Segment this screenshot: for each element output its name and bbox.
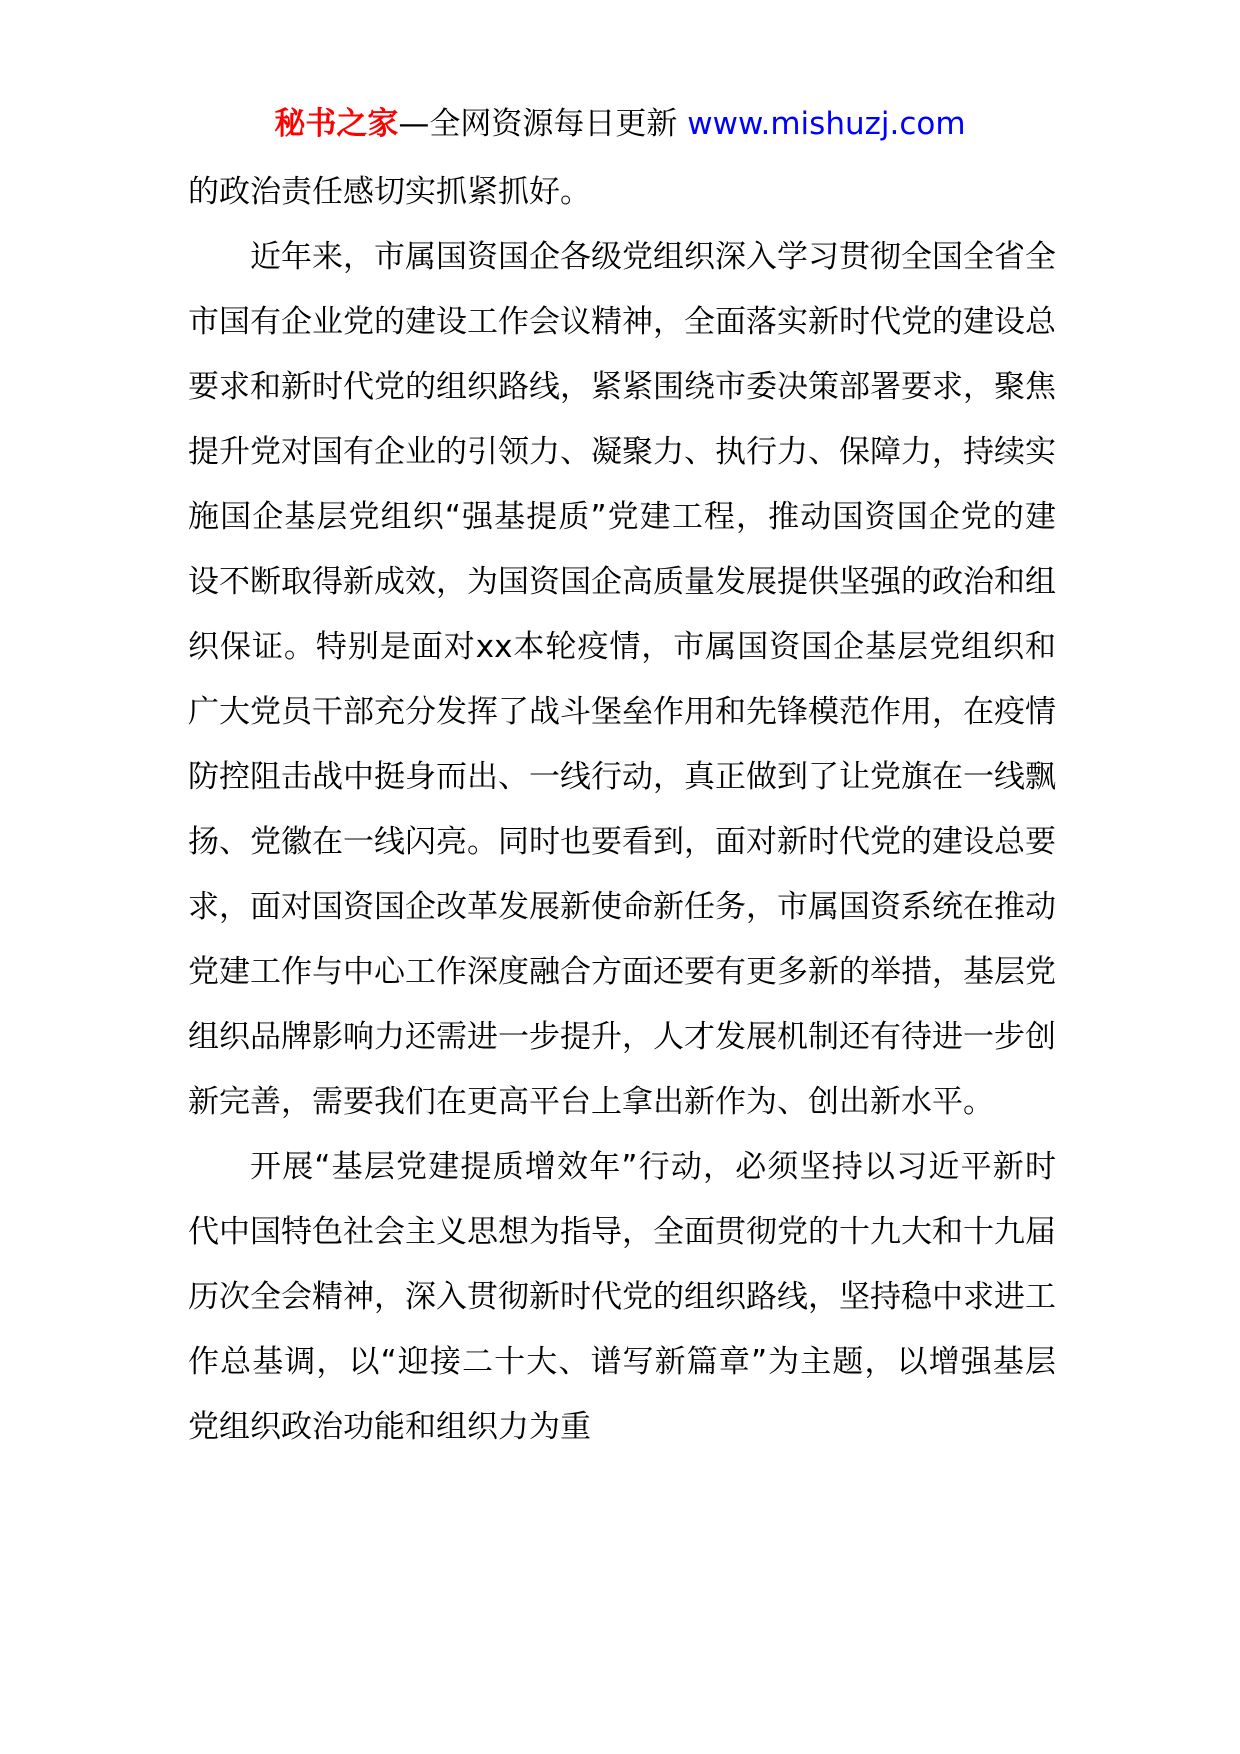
page-header [0, 100, 1240, 148]
brand-name: 秘书之家 [274, 106, 399, 142]
paragraph: 近年来，市属国资国企各级党组织深入学习贯彻全国全省全市国有企业党的建设工作会议精神，全面落实新时代党的建设总要求和新时代党的组织路线，紧紧围绕市委决策部署要求，聚焦提升党对国有企业的引领力、凝聚力、执行力、保障力，持续实施国企基层党组织“强基提质”党建工程，推动国资国企党的建设不断取得新成效，为国资国企高质量发展提供坚强的政治和组织保证。特别是面对xx本轮疫情，市属国资国企基层党组织和广大党员干部充分发挥了战斗堡垒作用和先锋模范作用，在疫情防控阻击战中挺身而出、一线行动，真正做到了让党旗在一线飘扬、党徽在一线闪亮。同时也要看到，面对新时代党的建设总要求，面对国资国企改革发展新使命新任务，市属国资系统在推动党建工作与中心工作深度融合方面还要有更多新的举措，基层党组织品牌影响力还需进一步提升，人才发展机制还有待进一步创新完善，需要我们在更高平台上拿出新作为、创出新水平。 [188, 239, 1056, 1120]
paragraph: 开展“基层党建提质增效年”行动，必须坚持以习近平新时代中国特色社会主义思想为指导，全面贯彻党的十九大和十九届历次全会精神，深入贯彻新时代党的组织路线，坚持稳中求进工作总基调，以“迎接二十大、谱写新篇章”为主题，以增强基层党组织政治功能和组织力为重 [188, 1149, 1056, 1445]
header-slogan: —全网资源每日更新 [398, 106, 688, 142]
site-url-link[interactable]: www.mishuzj.com [687, 106, 966, 142]
document-body [188, 160, 1056, 1460]
paragraph-continuation: 的政治责任感切实抓紧抓好。 [188, 174, 591, 210]
